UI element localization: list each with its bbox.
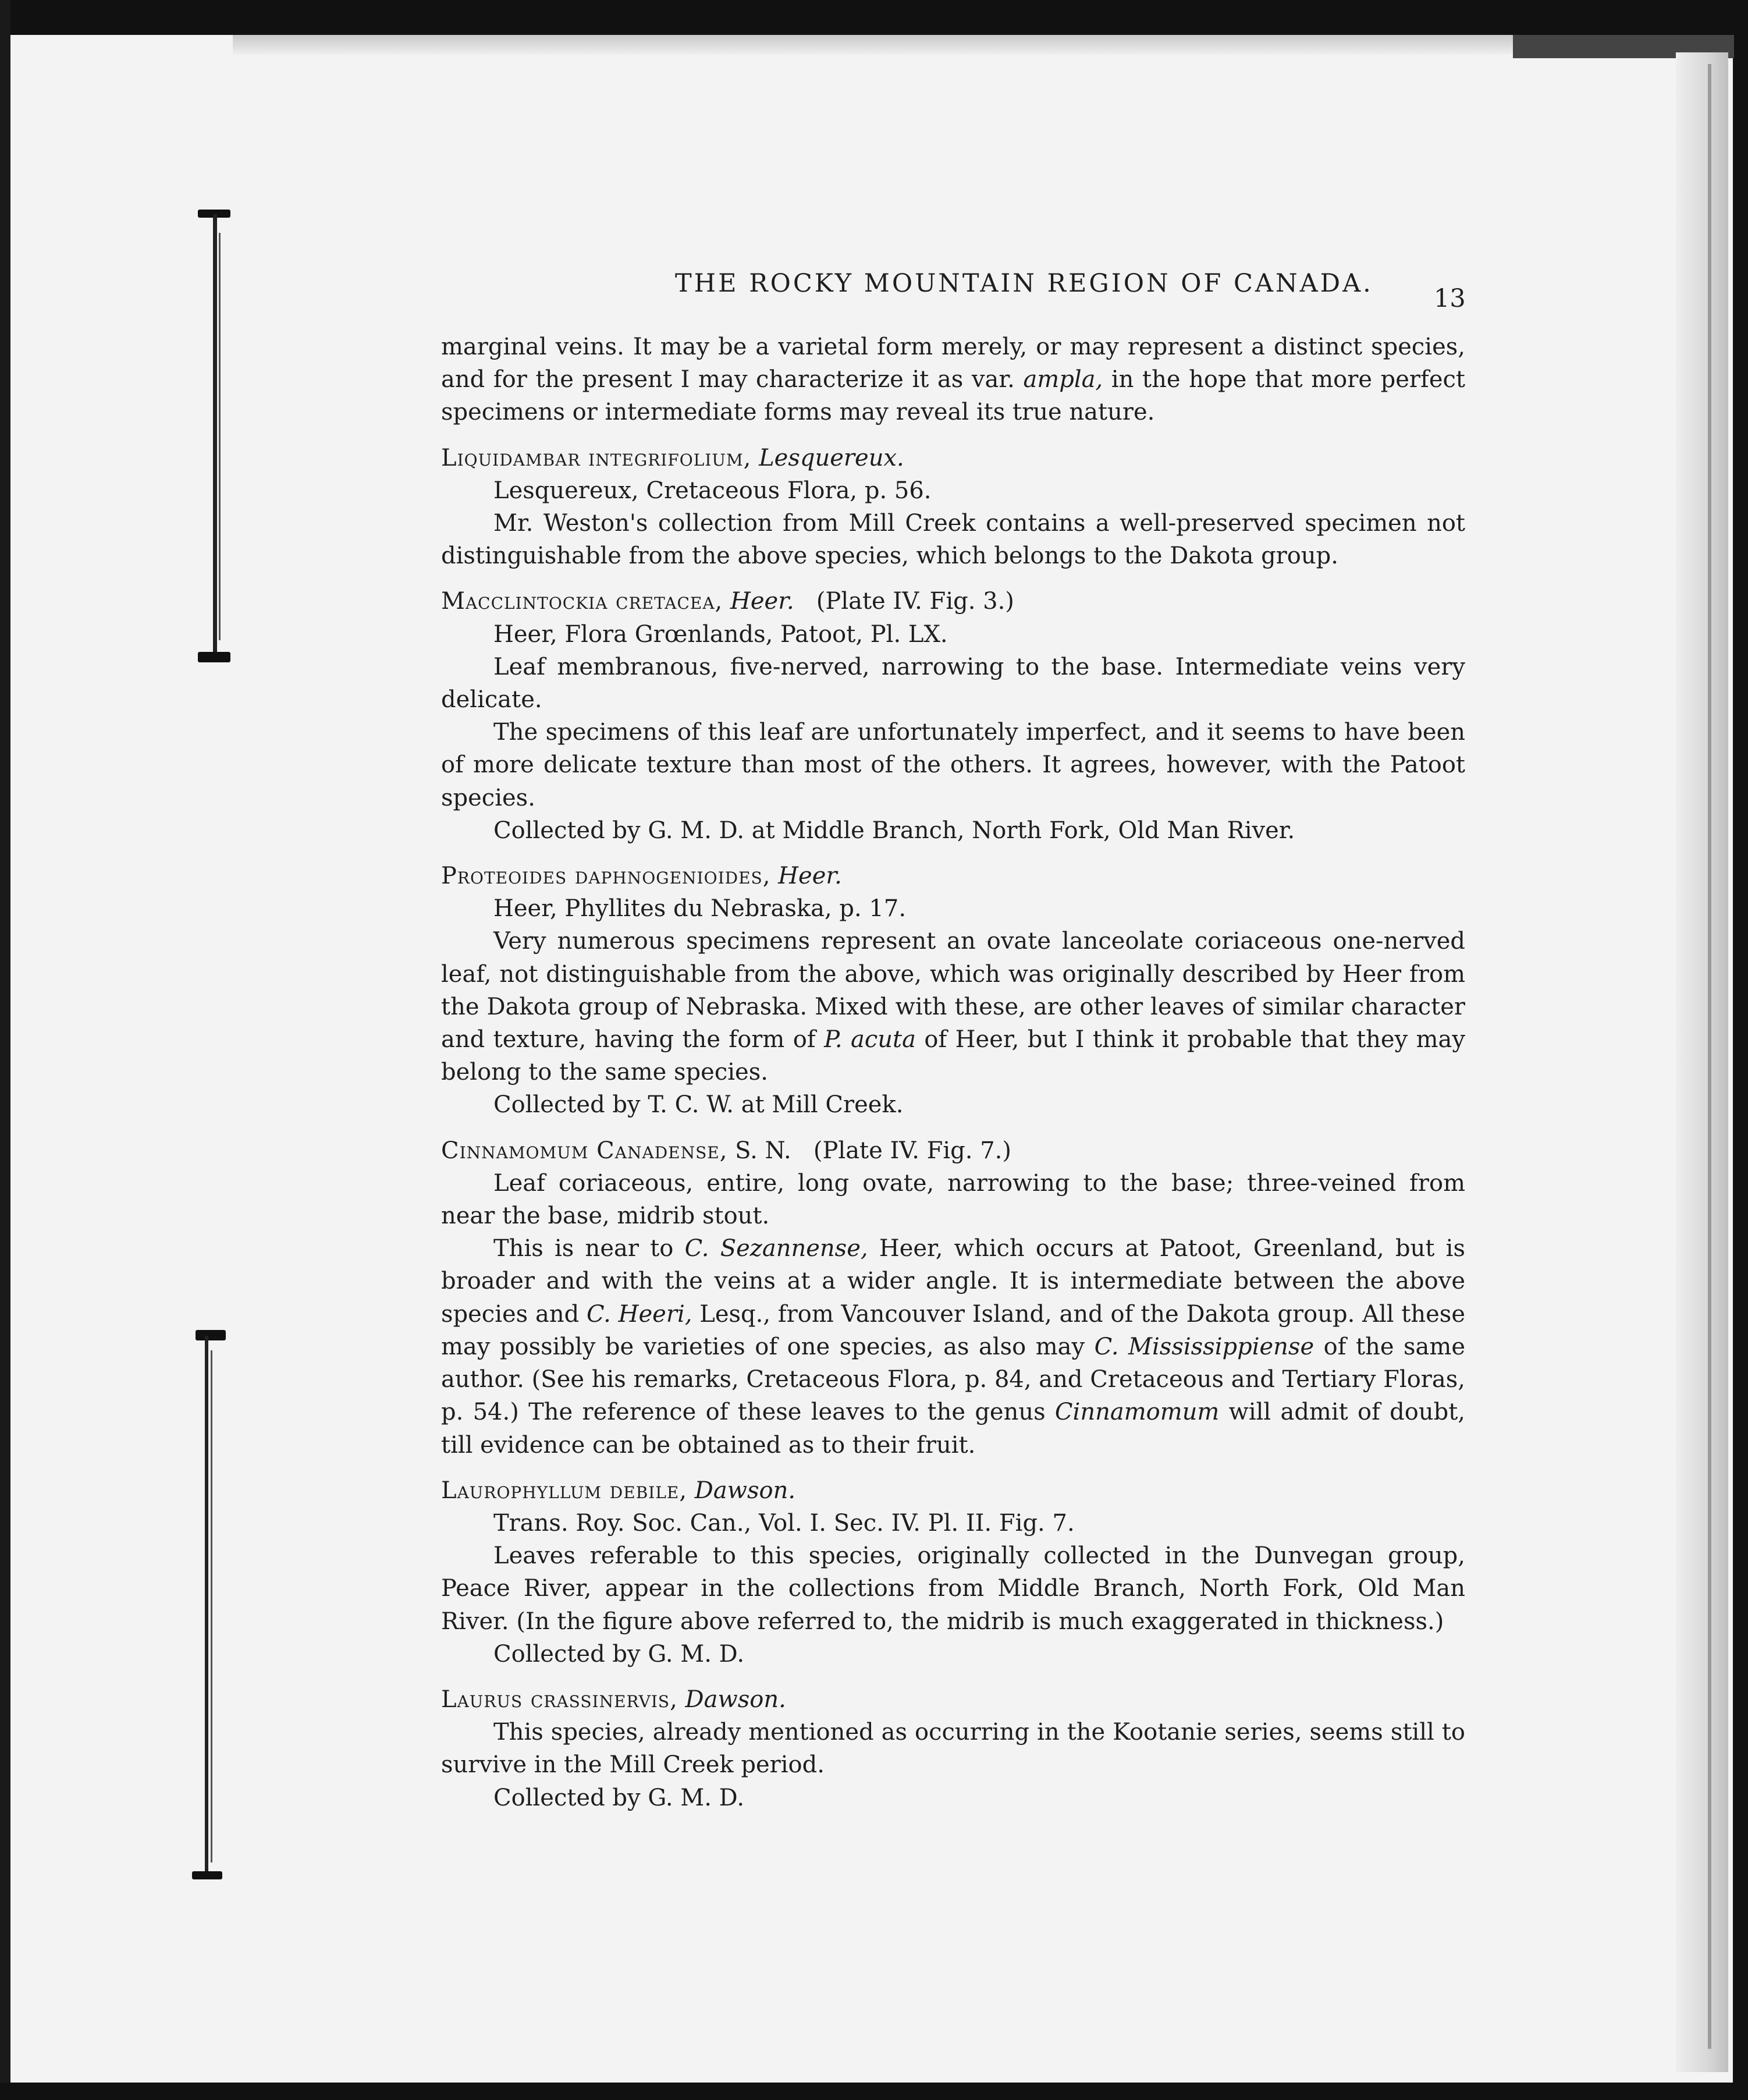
scan-border-top [0,0,1748,35]
body-text [441,331,1465,1814]
continuation-paragraph: marginal veins. It may be a varietal form merely, or may represent a distinct species, and for the present I may characterize it as var. ampla, in the hope that more perfect specimens or intermediate forms may reveal its true nature. [441,334,1466,426]
page-edge-line [1708,64,1711,2049]
species-reference: Trans. Roy. Soc. Can., Vol. I. Sec. IV. Pl. II. Fig. 7. [493,1509,1075,1537]
species-paragraph: The specimens of this leaf are unfortunately imperfect, and it seems to have been of more delicate texture than most of the others. It agrees, however, with the Patoot species. [441,719,1465,811]
species-paragraph: Very numerous specimens represent an ovate lanceolate coriaceous one-nerved leaf, not distinguishable from the above, which was originally described by Heer from the Dakota group of Nebraska. Mixed with these, are other leaves of similar character and texture, having the form of P. acuta of Heer, but I think it probable that they may belong to the same species. [441,928,1465,1086]
species-reference: Lesquereux, Cretaceous Flora, p. 56. [493,477,932,504]
species-paragraph: Collected by G. M. D. at Middle Branch, North Fork, Old Man River. [493,817,1295,844]
species-paragraph: Leaf coriaceous, entire, long ovate, narrowing to the base; three-veined from near the base, midrib stout. [441,1169,1465,1230]
species-heading: Liquidambar integrifolium, Lesquereux. [441,444,904,471]
species-paragraph: Collected by T. C. W. at Mill Creek. [493,1091,904,1119]
species-reference: Heer, Phyllites du Nebraska, p. 17. [493,895,907,923]
species-paragraph: Collected by G. M. D. [493,1784,745,1811]
species-paragraph: Leaves referable to this species, originally collected in the Dunvegan group, Peace River, appear in the collections from Middle Branch, North Fork, Old Man River. (In the figure above referred to, the midrib is much exaggerated in thickness.) [441,1542,1465,1635]
scan-border-bottom [0,2083,1748,2100]
scan-border-left [0,0,10,2100]
species-paragraph: This species, already mentioned as occurring in the Kootanie series, seems still to survive in the Mill Creek period. [441,1719,1465,1779]
top-page-edge [233,35,1722,55]
species-paragraph: Collected by G. M. D. [493,1640,745,1668]
scan-border-right [1733,0,1748,2100]
species-reference: Heer, Flora Grœnlands, Patoot, Pl. LX. [493,620,948,648]
species-heading: Macclintockia cretacea, Heer. (Plate IV. Fig. 3.) [441,588,1014,615]
species-heading: Proteoides daphnogenioides, Heer. [441,863,842,890]
right-gutter-shade [1676,52,1728,2072]
species-paragraph: Mr. Weston's collection from Mill Creek contains a well-preserved specimen not distinguishable from the above species, which belongs to the Dakota group. [441,510,1465,570]
running-head: THE ROCKY MOUNTAIN REGION OF CANADA. [675,269,1373,298]
species-paragraph: Leaf membranous, five-nerved, narrowing to the base. Intermediate veins very delicate. [441,653,1465,714]
species-heading: Laurus crassinervis, Dawson. [441,1686,786,1713]
species-paragraph: This is near to C. Sezannense, Heer, which occurs at Patoot, Greenland, but is broader and with the veins at a wider angle. It is intermediate between the above species and C. Heeri, Lesq., from Vancouver Island, and of the Dakota group. All these may possibly be varieties of one species, as also may C. Mississippiense of the same author. (See his remarks, Cretaceous Flora, p. 84, and Cretaceous and Tertiary Floras, p. 54.) The reference of these leaves to the genus Cinnamomum will admit of doubt, till evidence can be obtained as to their fruit. [441,1235,1466,1459]
species-heading: Cinnamomum Canadense, S. N. (Plate IV. Fig. 7.) [441,1137,1011,1164]
species-heading: Laurophyllum debile, Dawson. [441,1477,796,1504]
page-number: 13 [1434,284,1466,313]
